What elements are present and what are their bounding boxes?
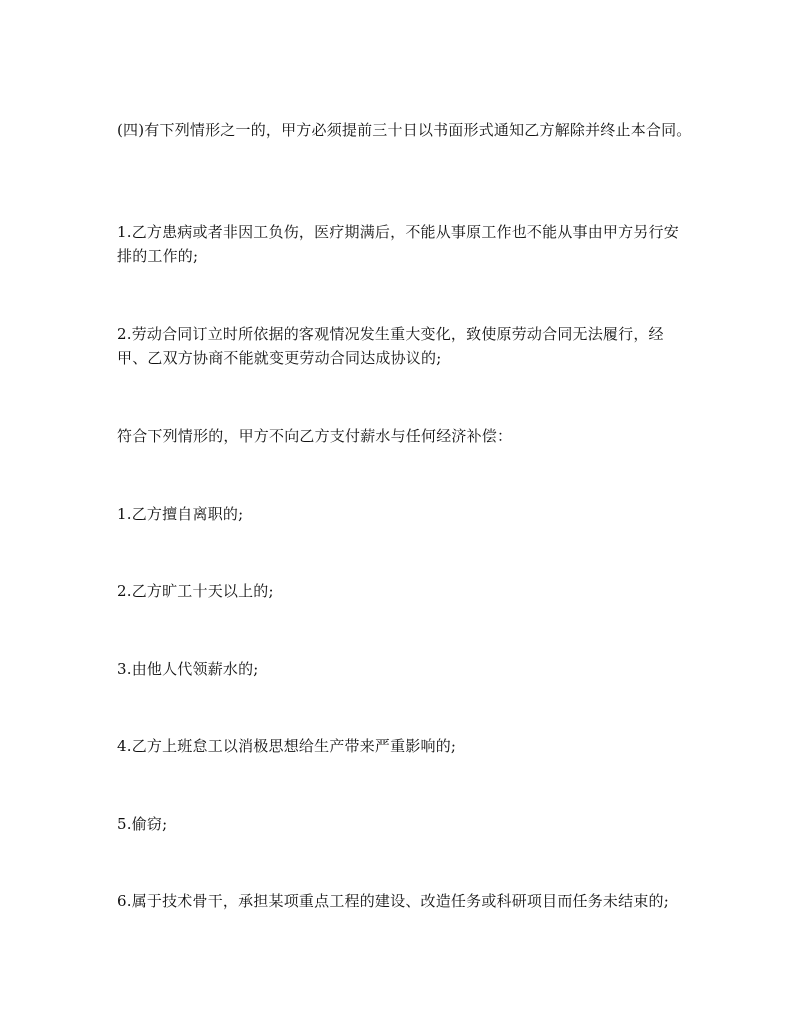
paragraph-item-proxy-salary: 3.由他人代领薪水的; bbox=[117, 660, 259, 678]
paragraph-item-technical-backbone: 6.属于技术骨干，承担某项重点工程的建设、改造任务或科研项目而任务未结束的; bbox=[117, 892, 669, 910]
paragraph-item-theft: 5.偷窃; bbox=[117, 815, 168, 833]
paragraph-item-unauthorized-leave: 1.乙方擅自离职的; bbox=[117, 505, 244, 523]
paragraph-termination-notice: (四)有下列情形之一的，甲方必须提前三十日以书面形式通知乙方解除并终止本合同。 bbox=[117, 121, 692, 139]
paragraph-circumstance-change-clause: 2.劳动合同订立时所依据的客观情况发生重大变化，致使原劳动合同无法履行，经甲、乙双方协商不能就变更劳动合同达成协议的; bbox=[117, 325, 664, 367]
paragraph-illness-clause: 1.乙方患病或者非因工负伤，医疗期满后，不能从事原工作也不能从事由甲方另行安排的工作的; bbox=[117, 223, 679, 265]
paragraph-item-absenteeism: 2.乙方旷工十天以上的; bbox=[117, 582, 274, 600]
paragraph-item-slacking: 4.乙方上班怠工以消极思想给生产带来严重影响的; bbox=[117, 737, 457, 755]
paragraph-no-compensation-heading: 符合下列情形的，甲方不向乙方支付薪水与任何经济补偿： bbox=[117, 427, 513, 445]
